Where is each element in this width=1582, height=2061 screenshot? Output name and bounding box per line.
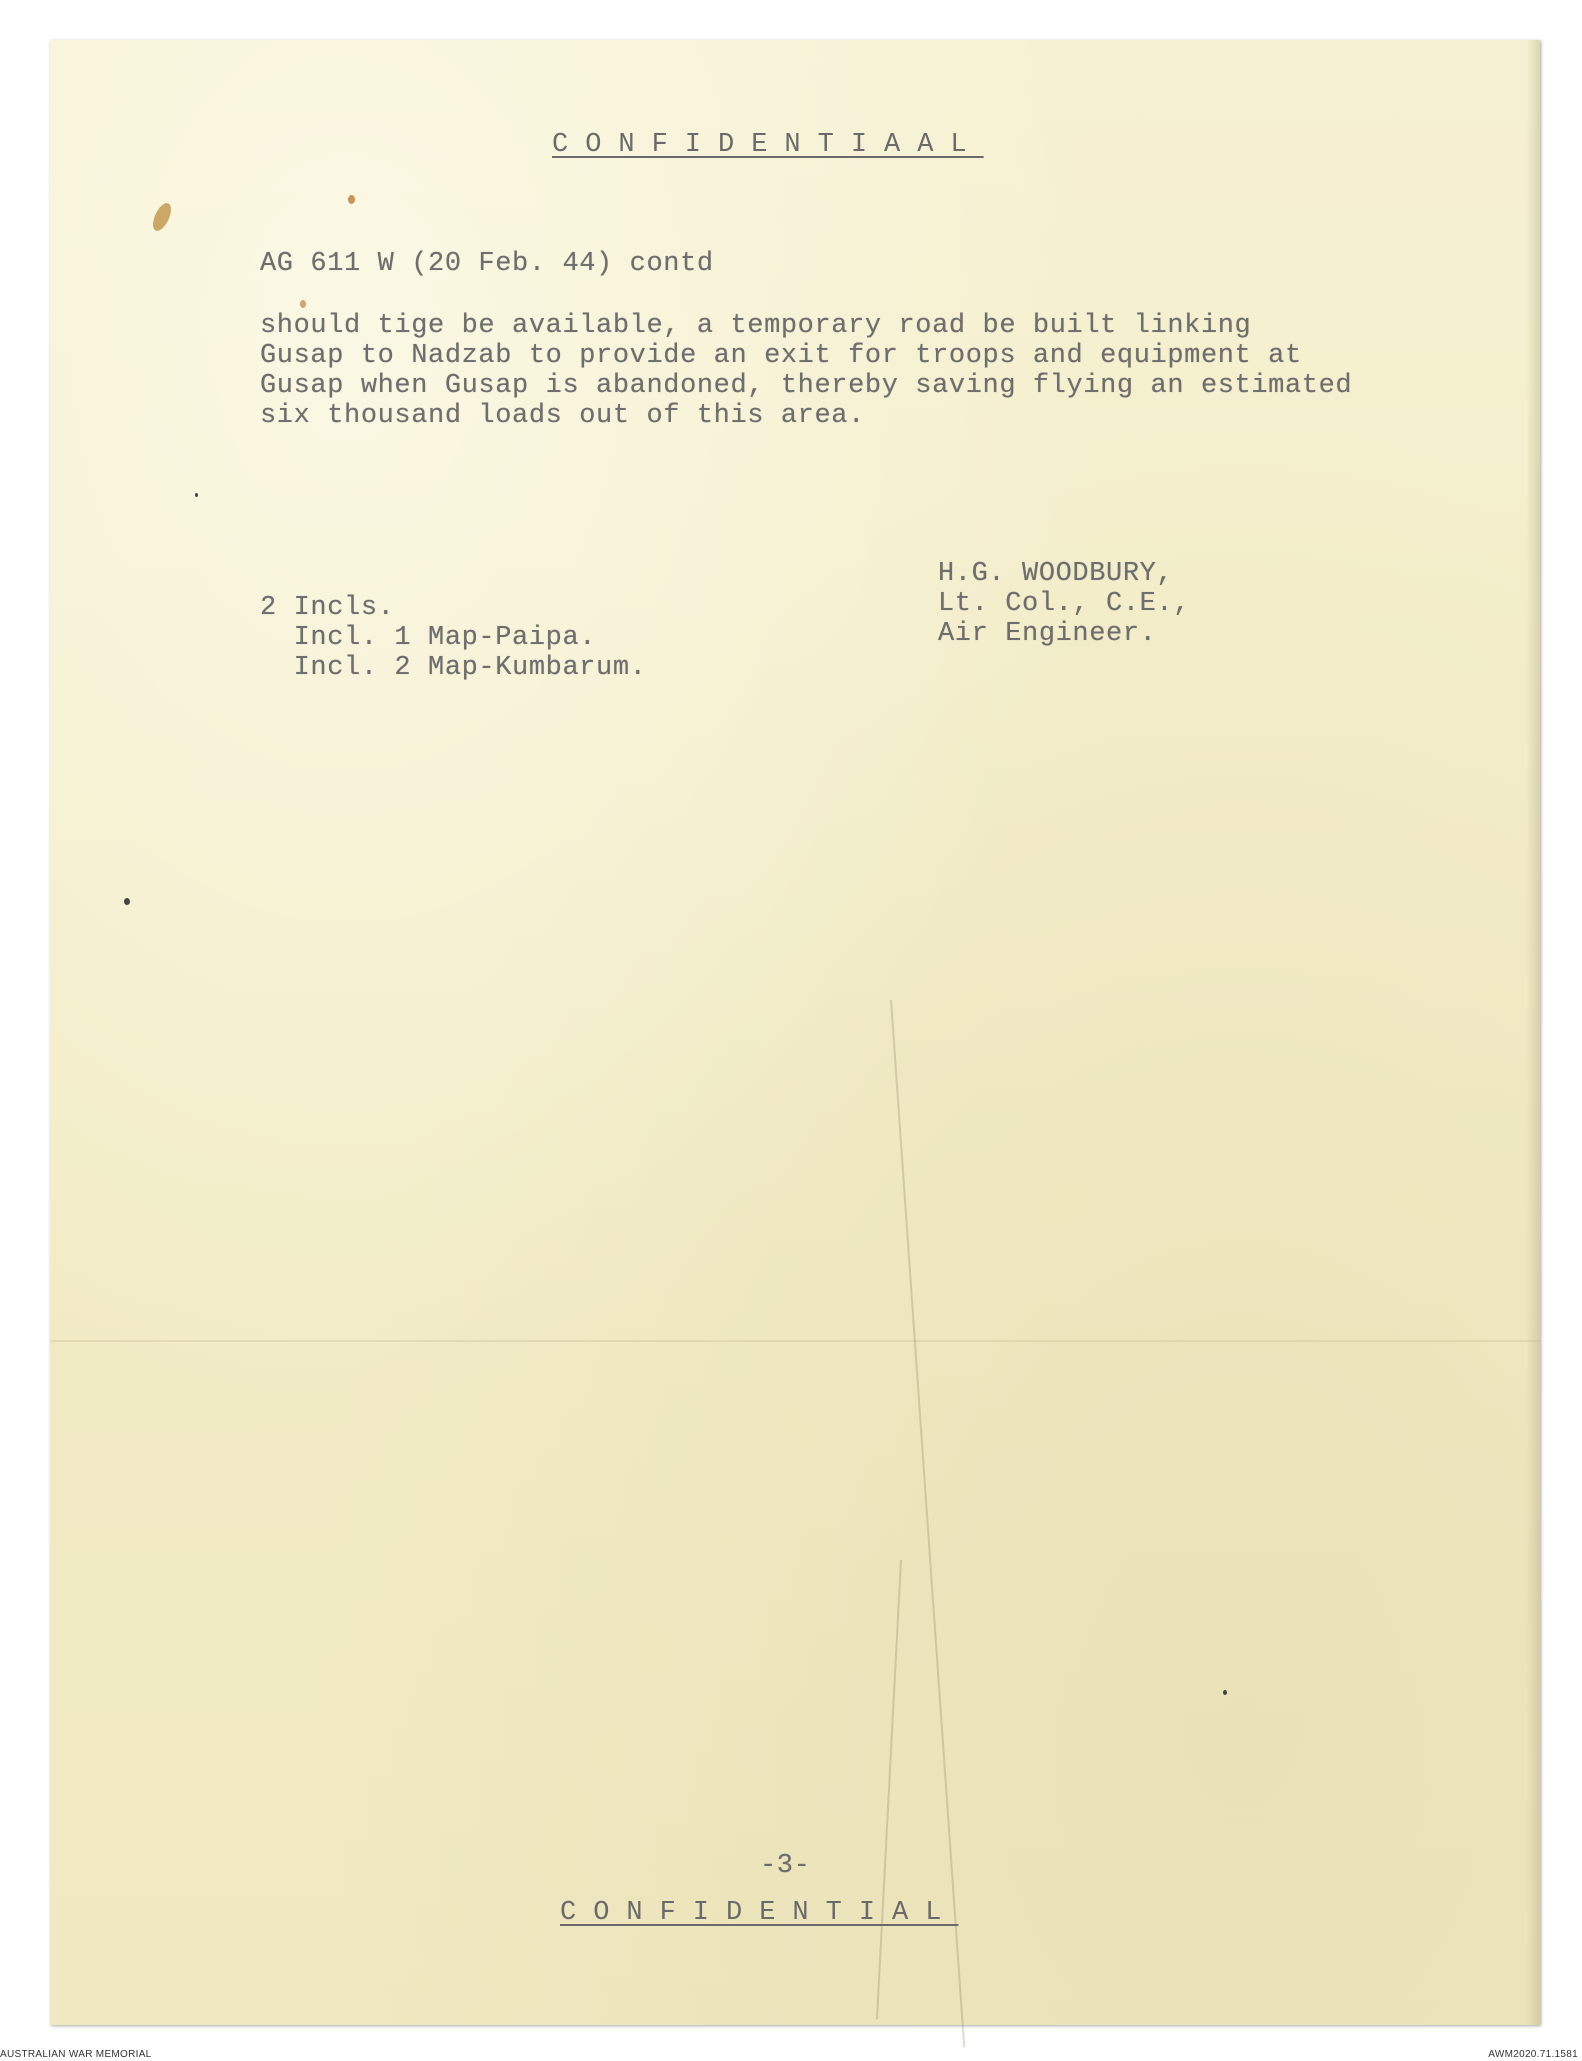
ink-speck bbox=[195, 493, 198, 497]
archive-credit: AUSTRALIAN WAR MEMORIAL bbox=[0, 2049, 152, 2060]
confidential-heading-bottom: CONFIDENTIAL bbox=[560, 1898, 959, 1928]
confidential-heading-top: CONFIDENTIAAL bbox=[552, 130, 984, 160]
ink-speck bbox=[124, 898, 130, 905]
body-line: Gusap to Nadzab to provide an exit for troops and equipment at bbox=[260, 341, 1302, 371]
body-line: six thousand loads out of this area. bbox=[260, 401, 865, 431]
ink-speck bbox=[1223, 1690, 1227, 1695]
signature-line: H.G. WOODBURY, bbox=[938, 559, 1174, 589]
archive-reference: AWM2020.71.1581 bbox=[1488, 2049, 1578, 2060]
page-edge-shadow bbox=[1526, 40, 1540, 2025]
signature-line: Air Engineer. bbox=[938, 619, 1157, 649]
enclosure-line: Incl. 2 Map-Kumbarum. bbox=[260, 653, 647, 683]
enclosure-line: 2 Incls. bbox=[260, 593, 395, 623]
body-line: should tige be available, a temporary road be built linking bbox=[260, 311, 1252, 341]
paper-fold-line bbox=[50, 1340, 1540, 1342]
enclosure-line: Incl. 1 Map-Paipa. bbox=[260, 623, 597, 653]
document-page bbox=[50, 40, 1540, 2025]
paper-crease bbox=[890, 1000, 965, 2048]
reference-line: AG 611 W (20 Feb. 44) contd bbox=[260, 249, 714, 279]
paper-crease bbox=[876, 1560, 902, 2019]
signature-line: Lt. Col., C.E., bbox=[938, 589, 1191, 619]
rust-stain bbox=[300, 300, 306, 308]
rust-stain bbox=[348, 195, 355, 204]
body-line: Gusap when Gusap is abandoned, thereby saving flying an estimated bbox=[260, 371, 1353, 401]
page-number: -3- bbox=[760, 1851, 811, 1881]
rust-stain bbox=[149, 200, 174, 233]
